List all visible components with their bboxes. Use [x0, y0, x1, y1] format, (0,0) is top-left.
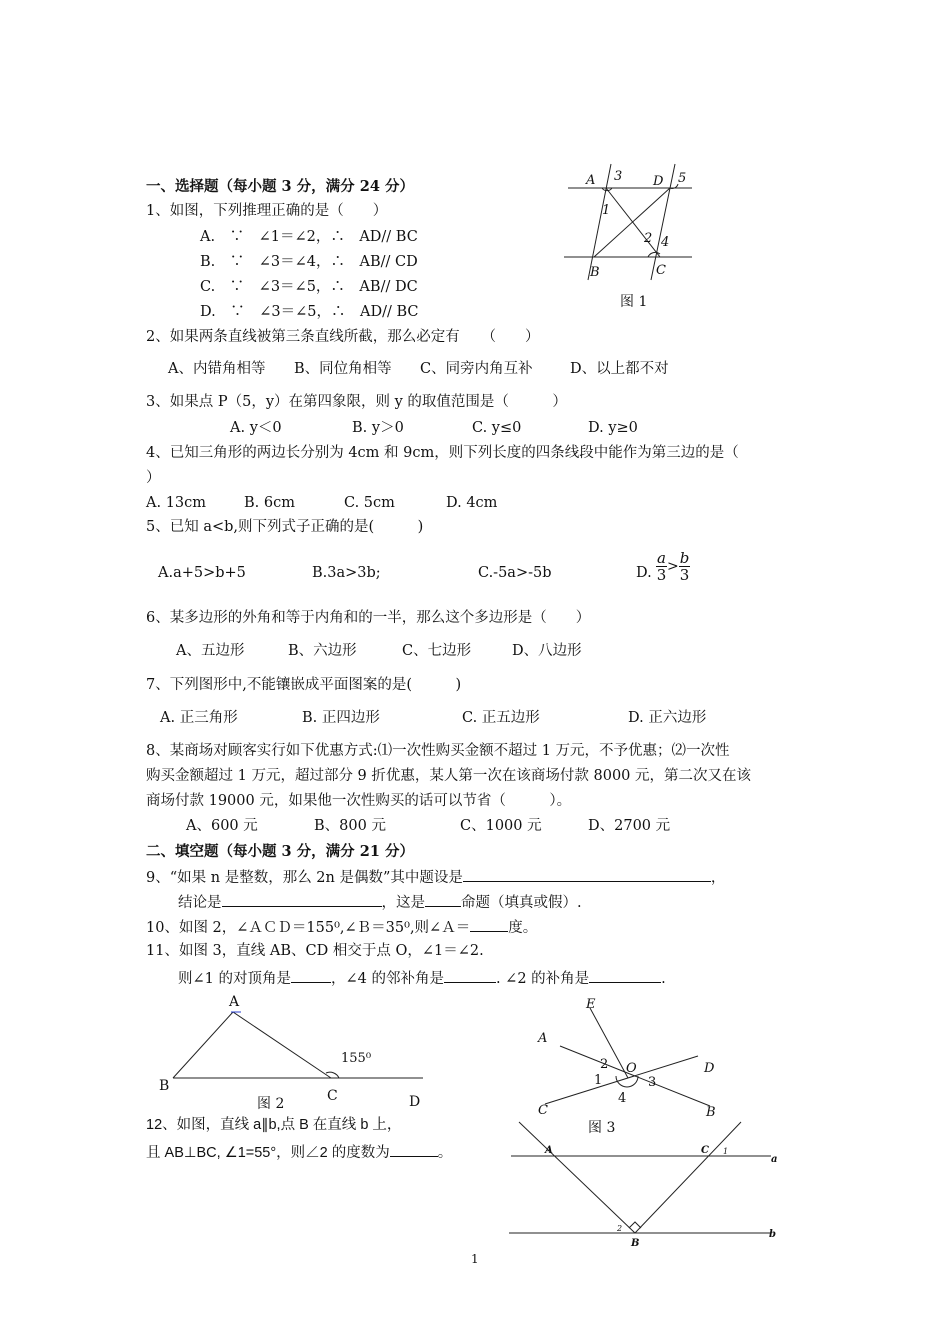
fig3-label-b: B — [706, 1105, 716, 1120]
fig3-label-1: 1 — [594, 1073, 603, 1088]
q9-conclusion-blank[interactable] — [222, 892, 382, 907]
q5-option-a: A.a+5>b+5 — [158, 565, 246, 581]
fig4-line-bc — [635, 1122, 741, 1233]
fig4-label-a-point: A — [545, 1145, 553, 1156]
q11-blank-2[interactable] — [444, 968, 496, 983]
fig1-label-c: C — [656, 263, 666, 278]
fig4-label-1: 1 — [723, 1147, 729, 1156]
q11-line2: 则∠1 的对顶角是 ，∠4 的邻补角是 . ∠2 的补角是 . — [178, 968, 666, 988]
q1-option-d: D. ∵ ∠3＝∠5，∴ AD// BC — [200, 304, 419, 320]
fig4-label-c-point: C — [701, 1145, 709, 1156]
fig2-caption: 图 2 — [257, 1096, 285, 1112]
q7-option-b: B. 正四边形 — [302, 710, 380, 726]
q7-option-d: D. 正六边形 — [628, 710, 707, 726]
fig4-label-b-point: B — [631, 1238, 640, 1249]
q8-option-d: D、2700 元 — [588, 818, 671, 834]
fig1-label-a: A — [586, 173, 596, 188]
q10-answer-blank[interactable] — [470, 917, 508, 932]
q8-line3: 商场付款 19000 元，如果他一次性购买的话可以节省（ ）。 — [146, 793, 572, 809]
fig1-caption: 图 1 — [620, 294, 648, 310]
figure-2 — [155, 990, 430, 1115]
q2-option-d: D、以上都不对 — [570, 361, 669, 377]
q8-option-a: A、600 元 — [186, 818, 258, 834]
fig4-label-2: 2 — [617, 1224, 623, 1233]
q4-option-a: A. 13cm — [146, 495, 207, 511]
q2-option-c: C、同旁内角互补 — [420, 361, 533, 377]
fig3-label-2: 2 — [600, 1057, 609, 1072]
fig3-label-e: E — [586, 997, 596, 1012]
q9-truth-blank[interactable] — [425, 892, 461, 907]
fraction-b-over-3: $\frac{b}{3}$ — [679, 549, 690, 584]
fig2-angle-arc — [326, 1072, 339, 1078]
q1-option-b: B. ∵ ∠3＝∠4，∴ AB// CD — [200, 254, 418, 270]
q1-stem: 1、如图，下列推理正确的是（ ） — [146, 203, 388, 219]
q11-blank-1[interactable] — [291, 968, 331, 983]
q12-line2: 且 AB⊥BC, ∠1=55°，则∠2 的度数为 。 — [146, 1142, 452, 1162]
q4-option-b: B. 6cm — [244, 495, 295, 511]
fig4-right-angle-mark — [629, 1222, 641, 1228]
q11-blank-3[interactable] — [589, 968, 661, 983]
q2-option-a: A、内错角相等 — [168, 361, 266, 377]
section2-title: 二、填空题（每小题 3 分，满分 21 分） — [146, 843, 414, 860]
fig2-label-d: D — [409, 1094, 421, 1110]
fig2-side-ab — [173, 1012, 233, 1078]
q9-line2: 结论是 ，这是 命题（填真或假）. — [178, 892, 582, 912]
fig3-label-a: A — [538, 1031, 548, 1046]
q7-option-c: C. 正五边形 — [462, 710, 540, 726]
fig1-label-5: 5 — [678, 171, 687, 186]
figure-1 — [560, 160, 700, 315]
q1-option-c: C. ∵ ∠3＝∠5，∴ AB// DC — [200, 279, 418, 295]
q4-option-d: D. 4cm — [446, 495, 498, 511]
q4-option-c: C. 5cm — [344, 495, 395, 511]
q10-line: 10、如图 2，∠ＡＣＤ＝155⁰,∠Ｂ＝35⁰,则∠Ａ＝ 度。 — [146, 917, 537, 937]
q7-option-a: A. 正三角形 — [160, 710, 238, 726]
fig2-angle-label: 155⁰ — [341, 1051, 372, 1066]
fig3-caption: 图 3 — [588, 1120, 616, 1136]
q6-stem: 6、某多边形的外角和等于内角和的一半，那么这个多边形是（ ） — [146, 610, 591, 626]
q8-option-b: B、800 元 — [314, 818, 386, 834]
fig4-label-line-b: b — [769, 1229, 776, 1240]
fig2-label-a: A — [229, 994, 240, 1010]
q1-option-a: A. ∵ ∠1＝∠2，∴ AD// BC — [200, 229, 418, 245]
fig3-label-3: 3 — [648, 1075, 657, 1090]
q5-stem: 5、已知 a<b,则下列式子正确的是( ) — [146, 519, 424, 535]
fig1-label-b: B — [590, 265, 600, 280]
fig1-line-db — [594, 188, 670, 257]
fig3-label-4: 4 — [618, 1091, 627, 1106]
section1-title: 一、选择题（每小题 3 分，满分 24 分） — [146, 178, 414, 195]
q6-option-b: B、六边形 — [288, 643, 357, 659]
q2-option-b: B、同位角相等 — [294, 361, 392, 377]
fig3-label-c: C — [538, 1103, 548, 1118]
q5-option-c: C.-5a>-5b — [478, 565, 552, 581]
fig4-line-ab — [519, 1122, 635, 1233]
fig1-label-d: D — [653, 174, 664, 189]
q8-line2: 购买金额超过 1 万元，超过部分 9 折优惠，某人第一次在该商场付款 8000 元，第二次又在该 — [146, 768, 752, 784]
q3-stem: 3、如果点 P（5，y）在第四象限，则 y 的取值范围是（ ） — [146, 394, 567, 410]
q5-option-d-inequality: $\frac{a}{3}$ > $\frac{b}{3}$ — [656, 549, 690, 584]
q6-option-c: C、七边形 — [402, 643, 472, 659]
fig3-label-o: O — [626, 1061, 637, 1076]
fraction-a-over-3: $\frac{a}{3}$ — [656, 549, 667, 584]
q9-line1: 9、“如果 n 是整数，那么 2n 是偶数”其中题设是 ， — [146, 867, 725, 887]
q2-stem: 2、如果两条直线被第三条直线所截，那么必定有 （ ） — [146, 329, 540, 345]
q3-option-c: C. y≤0 — [472, 420, 522, 436]
q4-stem-cont: ） — [146, 470, 161, 486]
fig1-label-1: 1 — [602, 203, 611, 218]
q3-option-b: B. y＞0 — [352, 420, 404, 436]
q6-option-a: A、五边形 — [176, 643, 245, 659]
fig3-angle-arc — [616, 1076, 638, 1087]
q6-option-d: D、八边形 — [512, 643, 582, 659]
q12-answer-blank[interactable] — [390, 1142, 438, 1157]
q8-option-c: C、1000 元 — [460, 818, 542, 834]
figure-4 — [505, 1118, 785, 1250]
q12-line1: 12、如图，直线 a∥b,点 B 在直线 b 上， — [146, 1117, 402, 1133]
q3-option-d: D. y≥0 — [588, 420, 638, 436]
fig1-label-2: 2 — [644, 231, 653, 246]
q11-line1: 11、如图 3，直线 AB、CD 相交于点 O，∠1＝∠2. — [146, 943, 484, 959]
page-number: 1 — [471, 1252, 479, 1266]
q7-stem: 7、下列图形中,不能镶嵌成平面图案的是( ) — [146, 677, 462, 693]
q3-option-a: A. y＜0 — [230, 420, 282, 436]
fig3-label-d: D — [704, 1061, 715, 1076]
q5-option-d-label: D. — [636, 565, 652, 581]
fig1-line-ac — [606, 188, 660, 257]
fig2-label-c: C — [327, 1088, 338, 1104]
fig3-ray-oe — [590, 1008, 628, 1078]
q5-option-b: B.3a>3b; — [312, 565, 381, 581]
q4-stem: 4、已知三角形的两边长分别为 4cm 和 9cm，则下列长度的四条线段中能作为第三边的是（ — [146, 445, 739, 461]
fig1-label-3: 3 — [614, 169, 623, 184]
fig4-label-line-a: a — [771, 1154, 778, 1165]
q9-hypothesis-blank[interactable] — [463, 867, 711, 882]
q8-line1: 8、某商场对顾客实行如下优惠方式:⑴一次性购买金额不超过 1 万元，不予优惠；⑵一次性 — [146, 743, 730, 759]
fig2-label-b: B — [159, 1078, 170, 1094]
fig2-side-ac — [233, 1012, 331, 1078]
fig1-label-4: 4 — [661, 235, 670, 250]
